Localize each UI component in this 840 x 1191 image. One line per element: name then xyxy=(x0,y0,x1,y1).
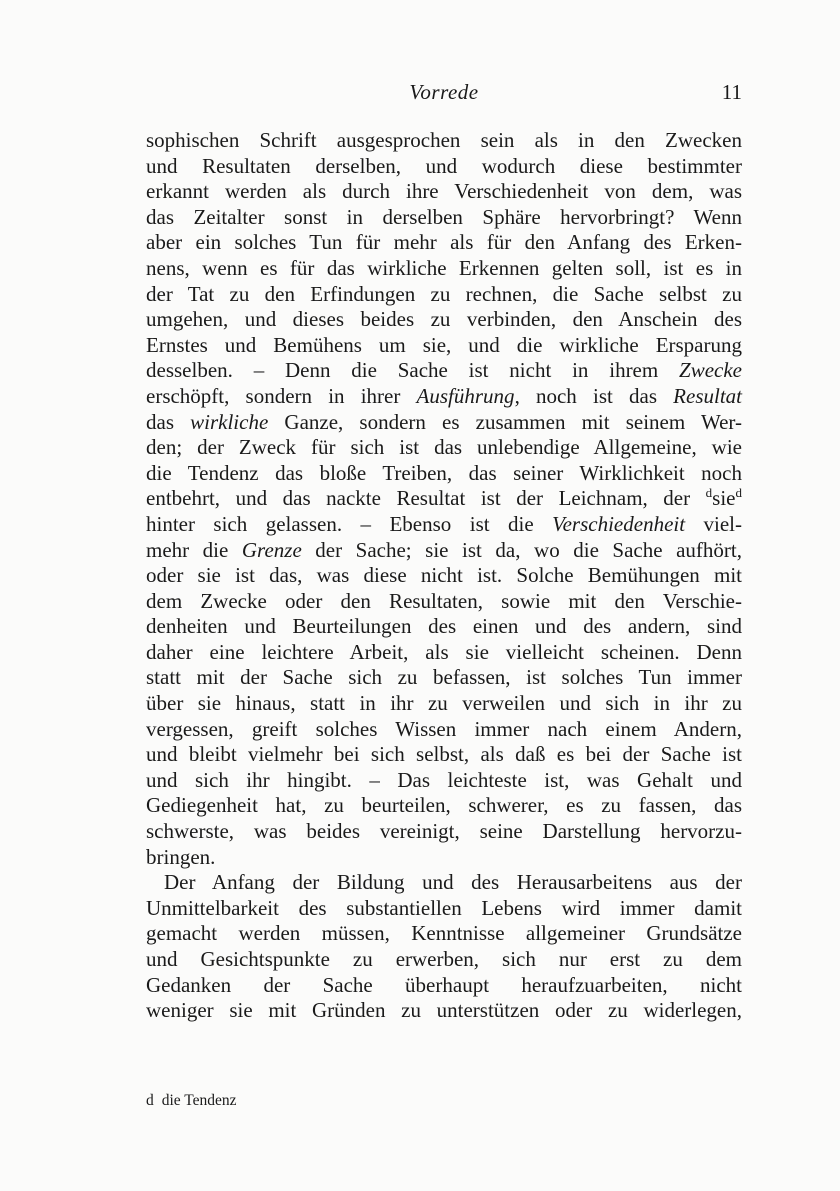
text-line: Gedanken der Sache überhaupt heraufzuarbeiten, nicht xyxy=(146,972,742,997)
text-line: der Tat zu den Erfindungen zu rechnen, die Sache selbst zu xyxy=(146,281,742,306)
text-segment: erschöpft, sondern in ihrer xyxy=(146,383,417,408)
text-segment: viel- xyxy=(685,511,742,536)
text-line xyxy=(146,538,742,564)
text-line xyxy=(146,512,742,538)
running-head xyxy=(146,80,742,110)
text-line xyxy=(146,384,742,410)
text-segment: , noch ist das xyxy=(514,383,674,408)
text-line: und Resultaten derselben, und wodurch diese bestimmter xyxy=(146,153,742,178)
text-segment: mehr die xyxy=(146,537,242,562)
text-line: statt mit der Sache sich zu befassen, ist solches Tun immer xyxy=(146,665,742,690)
footnote-ref-open: d xyxy=(705,485,713,501)
text-line: Ernstes und Bemühens um sie, und die wirkliche Ersparung xyxy=(146,332,742,357)
paragraph-start-line: Der Anfang der Bildung und des Herausarbeitens aus der xyxy=(164,870,742,895)
text-line: aber ein solches Tun für mehr als für den Anfang des Erken- xyxy=(146,230,742,255)
text-line xyxy=(146,410,742,436)
text-segment: Ganze, sondern es zusammen mit seinem Wer- xyxy=(268,409,742,434)
text-line: nens, wenn es für das wirkliche Erkennen gelten soll, ist es in xyxy=(146,255,742,280)
emphasis-wirkliche: wirkliche xyxy=(190,409,269,434)
text-line xyxy=(146,486,742,512)
emphasis-zwecke: Zwecke xyxy=(679,358,742,383)
text-line xyxy=(146,358,742,384)
text-line: denheiten und Beurteilungen des einen und des andern, sind xyxy=(146,614,742,639)
text-line: und bleibt vielmehr bei sich selbst, als daß es bei der Sache ist xyxy=(146,742,742,767)
text-line: schwerste, was beides vereinigt, seine Darstellung hervorzu- xyxy=(146,819,742,844)
text-line: gemacht werden müssen, Kenntnisse allgemeiner Grundsätze xyxy=(146,921,742,946)
text-line: und Gesichtspunkte zu erwerben, sich nur erst zu dem xyxy=(146,947,742,971)
text-segment: sie xyxy=(712,486,736,511)
footnote-text: die Tendenz xyxy=(161,1092,237,1109)
text-line: über sie hinaus, statt in ihr zu verweilen und sich in ihr zu xyxy=(146,691,742,716)
text-segment: der Sache; sie ist da, wo die Sache aufhört, xyxy=(301,537,742,562)
text-line: Gediegenheit hat, zu beurteilen, schwerer, es zu fassen, das xyxy=(146,793,742,818)
emphasis-grenze: Grenze xyxy=(241,537,302,562)
emphasis-verschiedenheit: Verschiedenheit xyxy=(552,511,686,536)
text-line: sophischen Schrift ausgesprochen sein als in den Zwecken xyxy=(146,128,742,152)
text-line: erkannt werden als durch ihre Verschiedenheit von dem, was xyxy=(146,179,742,204)
footnote xyxy=(146,1092,237,1110)
text-line: die Tendenz das bloße Treiben, das seiner Wirklichkeit noch xyxy=(146,460,742,485)
text-segment: entbehrt, und das nackte Resultat ist der Leichnam, der xyxy=(146,486,706,511)
text-line: weniger sie mit Gründen zu unterstützen oder zu widerlegen, xyxy=(146,998,742,1023)
text-line: Unmittelbarkeit des substantiellen Lebens wird immer damit xyxy=(146,895,742,920)
text-line: dem Zwecke oder den Resultaten, sowie mit den Verschie- xyxy=(146,588,742,613)
text-segment: hinter sich gelassen. – Ebenso ist die xyxy=(146,511,553,536)
text-line: den; der Zweck für sich ist das unlebendige Allgemeine, wie xyxy=(146,435,742,460)
text-line: vergessen, greift solches Wissen immer nach einem Andern, xyxy=(146,716,742,741)
running-head-title: Vorrede xyxy=(409,80,479,104)
text-line: umgehen, und dieses beides zu verbinden, den Anschein des xyxy=(146,307,742,332)
text-segment: das xyxy=(146,409,191,434)
footnote-mark: d xyxy=(146,1092,154,1109)
text-line: das Zeitalter sonst in derselben Sphäre hervorbringt? Wenn xyxy=(146,204,742,229)
body-text xyxy=(146,128,742,1024)
emphasis-ausfuehrung: Ausführung xyxy=(416,383,515,408)
text-line: und sich ihr hingibt. – Das leichteste ist, was Gehalt und xyxy=(146,767,742,792)
text-line: oder sie ist das, was diese nicht ist. Solche Bemühungen mit xyxy=(146,563,742,588)
text-line: daher eine leichtere Arbeit, als sie vielleicht scheinen. Denn xyxy=(146,639,742,664)
footnote-ref-close: d xyxy=(735,485,742,501)
page-number: 11 xyxy=(721,80,742,104)
emphasis-resultat: Resultat xyxy=(673,383,742,408)
paragraph-end-line: bringen. xyxy=(146,844,216,869)
text-segment: desselben. – Denn die Sache ist nicht in ihrem xyxy=(146,358,680,383)
